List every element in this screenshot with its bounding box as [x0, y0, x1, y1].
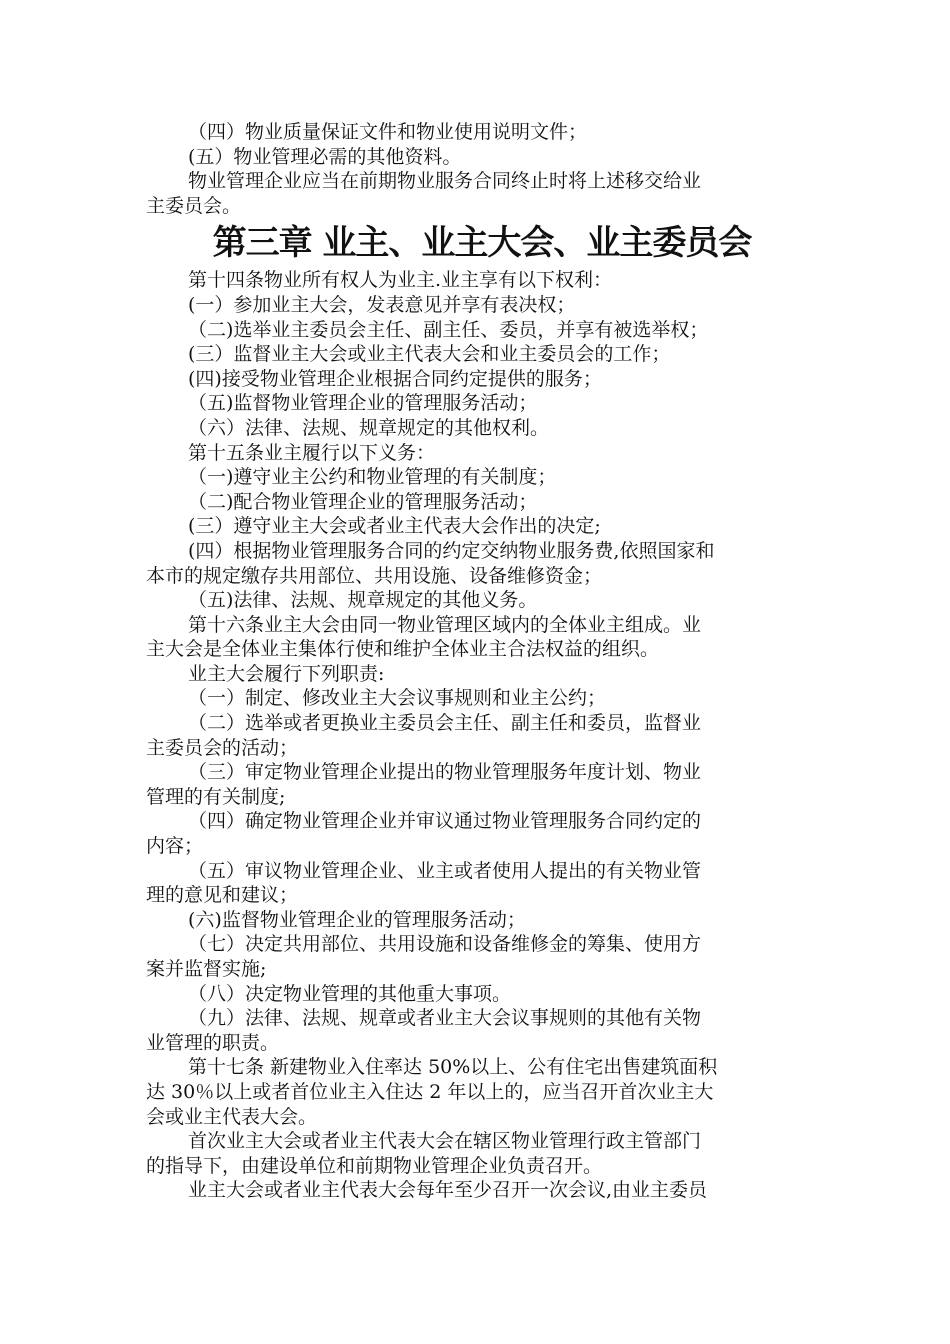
- text-line: （四）确定物业管理企业并审议通过物业管理服务合同约定的: [188, 810, 702, 833]
- text-line: 达 30％以上或者首位业主入住达 2 年以上的，应当召开首次业主大: [146, 1080, 714, 1103]
- document-page: [146, 120, 810, 1203]
- text-line: （二）选举或者更换业主委员会主任、副主任和委员，监督业: [188, 712, 702, 735]
- text-line: 物业管理企业应当在前期物业服务合同终止时将上述移交给业: [188, 170, 702, 193]
- text-line: （五）审议物业管理企业、业主或者使用人提出的有关物业管: [188, 859, 702, 882]
- text-line: （七）决定共用部位、共用设施和设备维修金的筹集、使用方: [188, 933, 702, 956]
- text-line: （三）审定物业管理企业提出的物业管理服务年度计划、物业: [188, 761, 702, 784]
- text-line: 业管理的职责。: [146, 1031, 280, 1054]
- text-line: 主委员会。: [146, 194, 242, 217]
- text-line: （一)遵守业主公约和物业管理的有关制度；: [188, 466, 557, 489]
- text-line: 第十五条业主履行以下义务：: [188, 441, 436, 464]
- text-line: (四)接受物业管理企业根据合同约定提供的服务；: [188, 367, 602, 390]
- text-line: 业主大会或者业主代表大会每年至少召开一次会议,由业主委员: [188, 1179, 708, 1202]
- text-line: (四）根据物业管理服务合同的约定交纳物业服务费,依照国家和: [188, 539, 715, 562]
- text-line: (三）监督业主大会或业主代表大会和业主委员会的工作；: [188, 343, 671, 366]
- text-line: 管理的有关制度;: [146, 785, 286, 808]
- document-body-after-heading: [146, 268, 810, 1203]
- text-line: 理的意见和建议；: [146, 884, 299, 907]
- text-line: 内容；: [146, 835, 204, 858]
- text-line: 本市的规定缴存共用部位、共用设施、设备维修资金；: [146, 564, 603, 587]
- chapter-heading: 第三章 业主、业主大会、业主委员会: [212, 223, 752, 264]
- text-line: 第十七条 新建物业入住率达 50%以上、公有住宅出售建筑面积: [188, 1056, 718, 1079]
- document-body-before-heading: [146, 120, 810, 218]
- text-line: （一）制定、修改业主大会议事规则和业主公约；: [188, 687, 607, 710]
- text-line: （二)配合物业管理企业的管理服务活动；: [188, 490, 538, 513]
- text-line: 主大会是全体业主集体行使和维护全体业主合法权益的组织。: [146, 638, 660, 661]
- text-line: (六)监督物业管理企业的管理服务活动；: [188, 908, 526, 931]
- text-line: 会或业主代表大会。: [146, 1105, 318, 1128]
- text-line: 案并监督实施;: [146, 958, 267, 980]
- text-line: 主委员会的活动；: [146, 736, 299, 759]
- text-line: （八）决定物业管理的其他重大事项。: [188, 982, 512, 1005]
- text-line: （六）法律、法规、规章规定的其他权利。: [188, 416, 550, 439]
- text-line: （五)监督物业管理企业的管理服务活动；: [188, 392, 538, 415]
- text-line: 业主大会履行下列职责:: [188, 662, 385, 685]
- text-line: (三）遵守业主大会或者业主代表大会作出的决定;: [188, 515, 601, 538]
- text-line: 第十六条业主大会由同一物业管理区域内的全体业主组成。业: [188, 613, 702, 636]
- text-line: （九）法律、法规、规章或者业主大会议事规则的其他有关物: [188, 1007, 702, 1030]
- text-line: (一）参加业主大会，发表意见并享有表决权；: [188, 293, 576, 316]
- text-line: 第十四条物业所有权人为业主.业主享有以下权利：: [188, 269, 613, 292]
- text-line: （二)选举业主委员会主任、副主任、委员，并享有被选举权；: [188, 318, 709, 341]
- text-line: （五)法律、法规、规章规定的其他义务。: [188, 589, 538, 612]
- text-line: 首次业主大会或者业主代表大会在辖区物业管理行政主管部门: [188, 1130, 702, 1153]
- text-line: （四）物业质量保证文件和物业使用说明文件；: [188, 121, 588, 143]
- text-line: 的指导下，由建设单位和前期物业管理企业负责召开。: [146, 1154, 603, 1177]
- text-line: (五）物业管理必需的其他资料。: [188, 145, 462, 168]
